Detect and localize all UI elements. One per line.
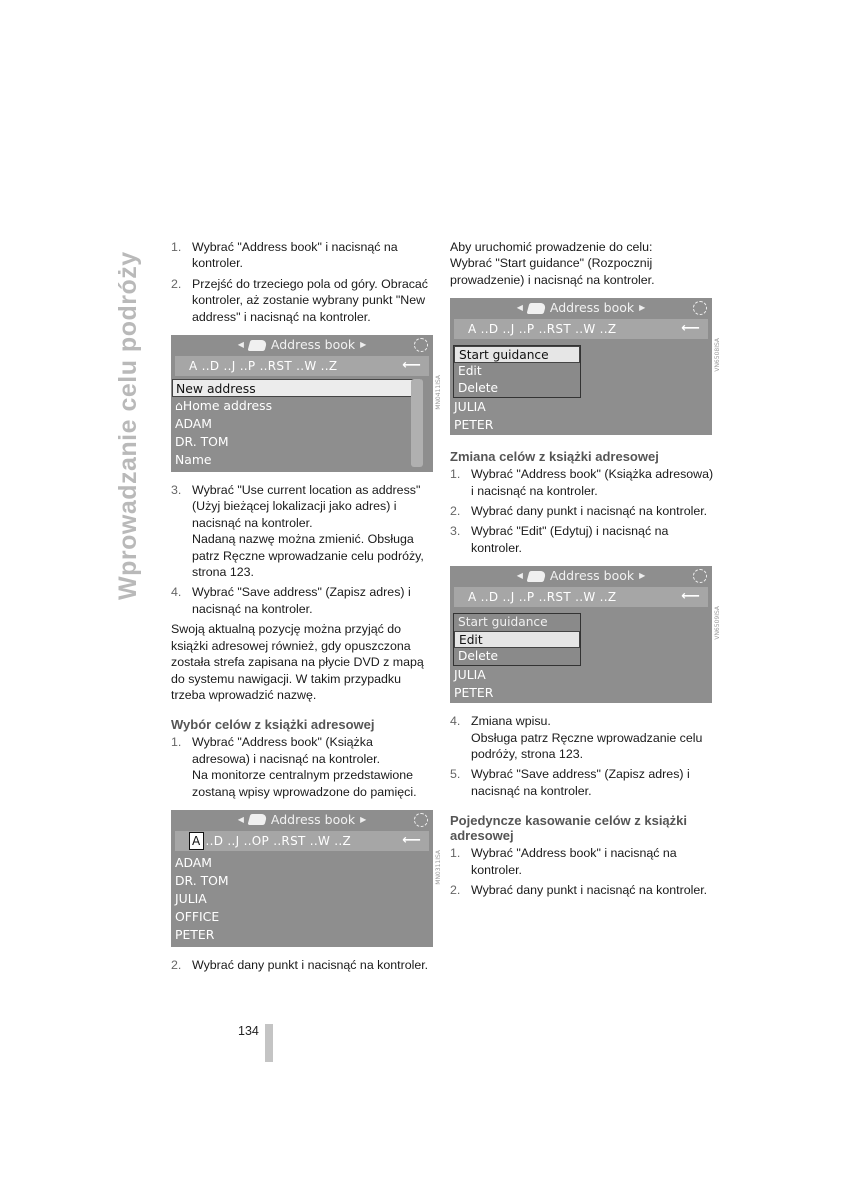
controller-icon [414, 338, 428, 352]
list-item: JULIA [454, 399, 486, 415]
address-book-icon [526, 571, 546, 582]
menu-item-edit: Edit [458, 364, 482, 379]
list-item: 1. Wybrać "Address book" (Książka adresowa) i nacisnąć na kontroler. Na monitorze centralnym przedstawione zostaną wpisy wprowadzone do pamięci. [171, 735, 417, 799]
list-item: ⌂Home address [175, 398, 273, 414]
list-item: 2. Wybrać dany punkt i nacisnąć na kontroler. [450, 883, 708, 898]
figure-code: VN6508ISA [713, 338, 721, 372]
list-item: PETER [175, 926, 215, 942]
steps-list [171, 734, 433, 800]
list-item: JULIA [175, 890, 207, 906]
alphabet-bar: A ..D ..J ..P ..RST ..W ..Z ⟵ [454, 587, 708, 607]
list-item: PETER [454, 417, 494, 433]
figure-code: VN6509ISA [713, 606, 721, 640]
steps-list [171, 482, 433, 617]
left-arrow-icon: ◀ [237, 814, 244, 824]
list-item: 1. Wybrać "Address book" i nacisnąć na kontroler. [450, 846, 677, 877]
list-item: 5. Wybrać "Save address" (Zapisz adres) i nacisnąć na kontroler. [450, 767, 690, 798]
page-marker [265, 1024, 273, 1062]
address-book-icon [247, 814, 267, 825]
list-item: DR. TOM [175, 872, 229, 888]
address-book-screen [450, 566, 721, 703]
scrollbar [411, 379, 423, 467]
list-item: 1. Wybrać "Address book" i nacisnąć na kontroler. [171, 240, 398, 271]
alphabet-bar: A ..D ..J ..OP ..RST ..W ..Z ⟵ [175, 831, 429, 851]
address-book-screen [450, 298, 721, 435]
right-arrow-icon: ▶ [639, 571, 646, 581]
list-item: 4. Wybrać "Save address" (Zapisz adres) i nacisnąć na kontroler. [171, 585, 411, 616]
context-menu [453, 613, 581, 666]
chapter-title: Wprowadzanie celu podróży [114, 251, 142, 600]
left-arrow-icon: ◀ [516, 571, 523, 581]
controller-icon [414, 813, 428, 827]
home-icon: ⌂ [175, 398, 183, 414]
screen-header: ◀ Address book ▶ [237, 336, 367, 352]
back-arrow-icon: ⟵ [681, 321, 700, 337]
steps-list [171, 239, 433, 325]
list-item: Name [175, 452, 212, 468]
list-item: 2. Wybrać dany punkt i nacisnąć na kontroler. [171, 957, 429, 972]
left-arrow-icon: ◀ [516, 303, 523, 313]
left-arrow-icon: ◀ [237, 339, 244, 349]
menu-item-delete: Delete [458, 649, 499, 664]
right-arrow-icon: ▶ [360, 339, 367, 349]
section-heading: Pojedyncze kasowanie celów z książki adresowej [450, 813, 687, 844]
paragraph: Aby uruchomić prowadzenie do celu: Wybrać "Start guidance" (Rozpocznij prowadzenie) i nacisnąć na kontroler. [450, 240, 655, 287]
back-arrow-icon: ⟵ [681, 589, 700, 605]
section-heading: Wybór celów z książki adresowej [171, 717, 375, 733]
menu-item-delete: Delete [458, 381, 499, 396]
menu-item-start-guidance: Start guidance [458, 615, 548, 630]
steps-list [450, 845, 714, 898]
list-item: PETER [454, 685, 494, 701]
page-number: 134 [238, 1024, 259, 1038]
address-book-screen [171, 810, 442, 947]
section-heading: Zmiana celów z książki adresowej [450, 449, 659, 465]
paragraph: Swoją aktualną pozycję można przyjąć do książki adresowej również, gdy opuszczona została strefa zapisana na płycie DVD z mapą do systemu nawigacji. W takim przypadku trzeba wprowadzić nazwę. [171, 622, 424, 702]
alphabet-bar: A ..D ..J ..P ..RST ..W ..Z ⟵ [454, 319, 708, 339]
back-arrow-icon: ⟵ [402, 832, 421, 848]
right-column [450, 239, 721, 903]
steps-list [450, 713, 714, 799]
context-menu [453, 345, 581, 398]
address-book-icon [247, 340, 267, 351]
left-column [171, 239, 442, 977]
list-item: OFFICE [175, 908, 220, 924]
alphabet-bar: A ..D ..J ..P ..RST ..W ..Z ⟵ [175, 356, 429, 376]
list-item: 2. Wybrać dany punkt i nacisnąć na kontroler. [450, 504, 708, 519]
list-item: DR. TOM [175, 434, 229, 450]
address-book-icon [526, 303, 546, 314]
steps-list [171, 957, 433, 973]
steps-list [450, 466, 714, 556]
list-item: 3. Wybrać "Edit" (Edytuj) i nacisnąć na kontroler. [450, 524, 669, 555]
screen-header: ◀ Address book ▶ [237, 811, 367, 827]
list-item: 3. Wybrać "Use current location as address" (Użyj bieżącej lokalizacji jako adres) i nacisnąć na kontroler. Nadaną nazwę można zmienić. Obsługa patrz Ręczne wprowadzanie celu podróży, strona 123. [171, 483, 424, 580]
right-arrow-icon: ▶ [639, 303, 646, 313]
address-book-screen [171, 335, 442, 472]
menu-item-edit: Edit [454, 631, 580, 648]
menu-item-start-guidance: Start guidance [454, 346, 580, 363]
figure-code: MN0411ISA [434, 375, 442, 410]
screen-header: ◀ Address book ▶ [516, 300, 646, 316]
list-item: 1. Wybrać "Address book" (Książka adresowa) i nacisnąć na kontroler. [450, 467, 714, 498]
list-item: 2. Przejść do trzeciego pola od góry. Obracać kontroler, aż zostanie wybrany punkt "New address" i nacisnąć na kontroler. [171, 276, 428, 324]
list-item: JULIA [454, 667, 486, 683]
list-item: 4. Zmiana wpisu. Obsługa patrz Ręczne wprowadzanie celu podróży, strona 123. [450, 714, 703, 762]
screen-header: ◀ Address book ▶ [516, 568, 646, 584]
figure-code: MN0311ISA [434, 849, 442, 885]
selected-letter: A [189, 832, 204, 850]
right-arrow-icon: ▶ [360, 814, 367, 824]
list-item: ADAM [175, 416, 212, 432]
list-item: ADAM [175, 854, 212, 870]
list-item: New address [172, 379, 421, 397]
back-arrow-icon: ⟵ [402, 357, 421, 373]
